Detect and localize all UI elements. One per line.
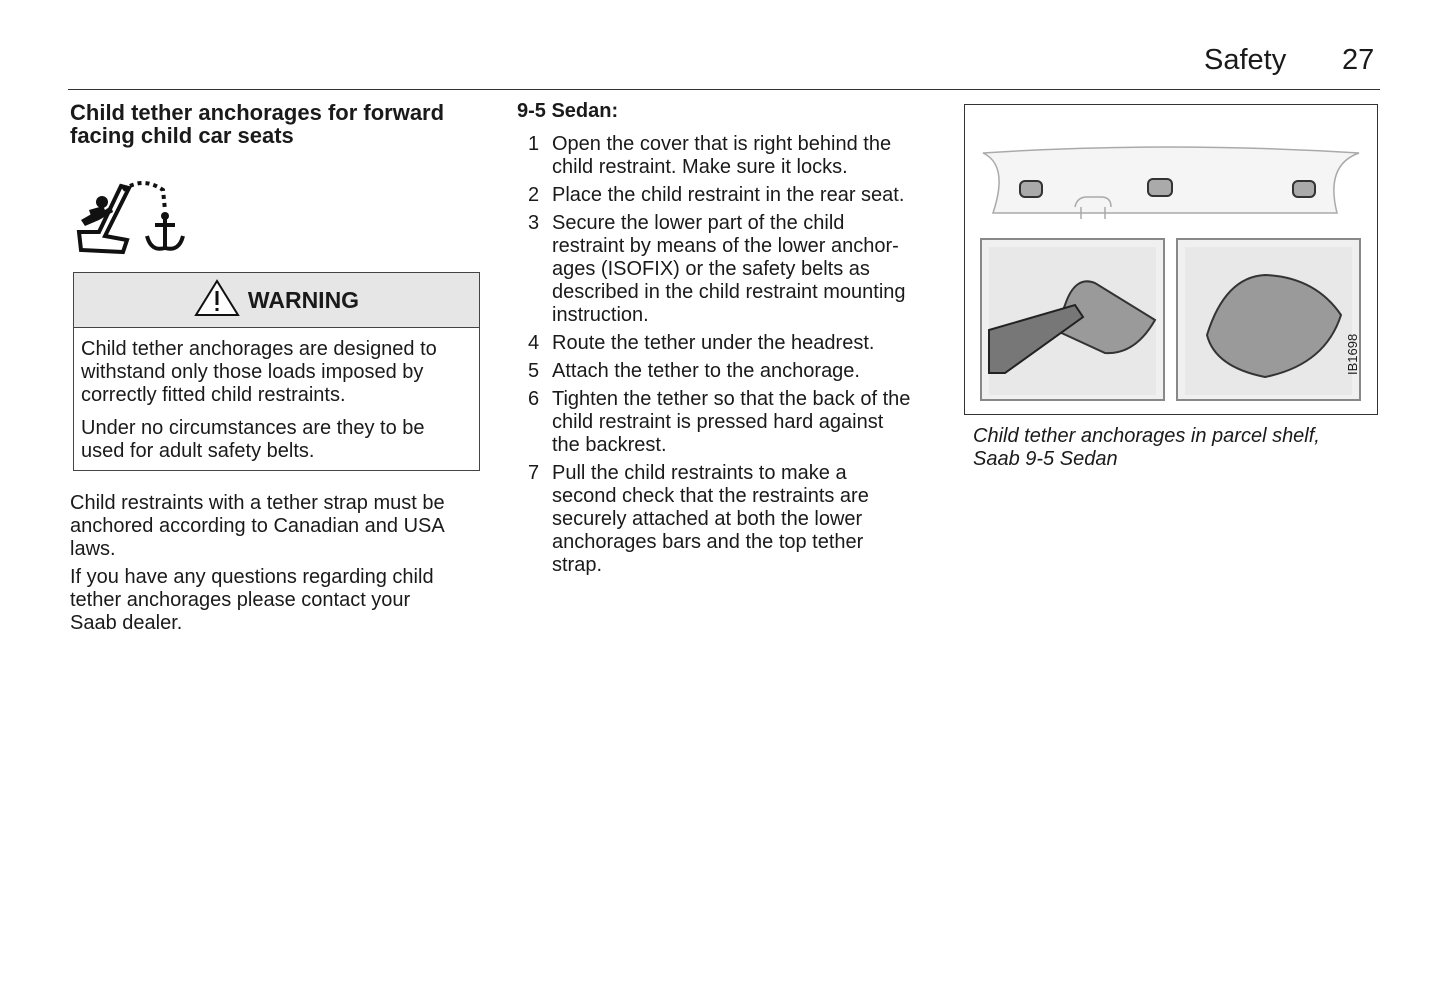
step-text: Route the tether under the headrest. [552,332,875,354]
warning-box [73,272,480,471]
step-number: 6 [528,388,540,410]
list-item [528,332,874,355]
step-text: Tighten the tether so that the back of the child restraint is pressed hard against the backrest. [552,388,911,456]
step-text: Secure the lower part of the child restraint by means of the lower anchor- ages (ISOFIX) or the safety belts as described in the child restraint mounting instruction. [552,212,906,326]
list-item [528,212,906,327]
section-heading: Child tether anchorages for forward facing child car seats [70,100,445,148]
step-text: Pull the child restraints to make a second check that the restraints are securely attached at both the lower anchorages bars and the top tether strap. [552,462,869,576]
step-number: 7 [528,462,540,484]
step-number: 2 [528,184,540,206]
warning-triangle-icon [194,279,240,322]
body-paragraph: If you have any questions regarding child tether anchorages please contact your Saab dealer. [70,566,434,634]
figure-code: IB1698 [1345,333,1360,375]
figure-caption: Child tether anchorages in parcel shelf, Saab 9-5 Sedan [973,425,1320,470]
section-title: Safety [1204,44,1287,76]
page-number: 27 [1342,44,1375,76]
step-text: Place the child restraint in the rear seat. [552,184,905,206]
warning-text: Under no circumstances are they to be used for adult safety belts. [81,417,425,462]
list-item [528,360,860,383]
step-number: 4 [528,332,540,354]
warning-text: Child tether anchorages are designed to withstand only those loads imposed by correctly fitted child restraints. [81,338,437,406]
warning-header [74,273,479,328]
header-rule [68,89,1380,90]
parcel-shelf-illustration [965,105,1377,414]
figure-parcel-shelf [964,104,1378,415]
step-number: 5 [528,360,540,382]
list-item [528,462,869,577]
step-text: Attach the tether to the anchorage. [552,360,860,382]
list-item [528,133,891,179]
body-paragraph: Child restraints with a tether strap must be anchored according to Canadian and USA laws. [70,492,445,560]
child-seat-anchor-icon [75,180,185,260]
warning-label: WARNING [247,286,360,313]
list-item [528,184,904,207]
list-item [528,388,910,457]
subheading: 9-5 Sedan: [517,100,619,122]
step-number: 1 [528,133,540,155]
step-number: 3 [528,212,540,234]
step-text: Open the cover that is right behind the child restraint. Make sure it locks. [552,133,892,178]
